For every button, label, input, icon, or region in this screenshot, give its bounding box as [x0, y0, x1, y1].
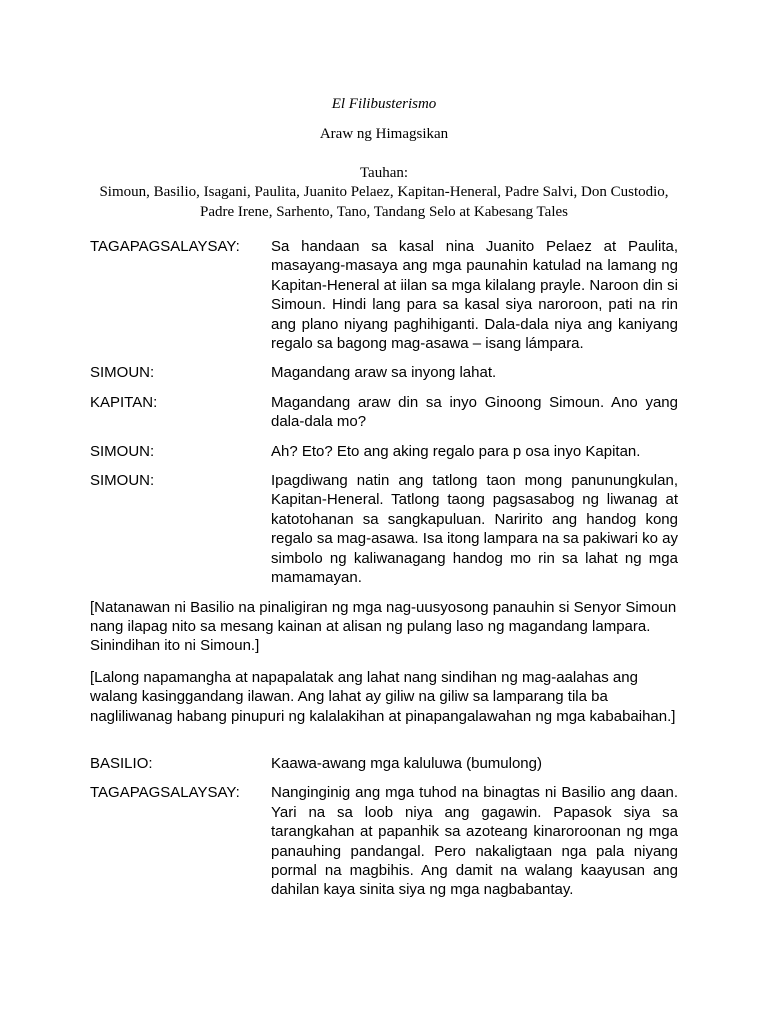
speaker-label: TAGAPAGSALAYSAY: — [90, 784, 240, 802]
dialogue-text: Ipagdiwang natin ang tatlong taon mong panunungkulan, Kapitan-Heneral. Tatlong taong pagsasabog ng liwanag at katotohanan sa sangkapuluan. Naririto ang handog kong regalo sa mag-asawa. Isa itong lampara na sa pakiwari ko ay simbolo ng kaliwanagang handog mo rin sa lahat ng mga mamamayan. — [271, 472, 678, 587]
dialogue-row — [90, 783, 678, 899]
document-subtitle: Araw ng Himagsikan — [319, 126, 449, 142]
speaker-label: SIMOUN: — [90, 472, 155, 490]
dialogue-row — [90, 393, 678, 432]
speaker-label: BASILIO: — [90, 754, 153, 772]
dialogue-text: Sa handaan sa kasal nina Juanito Pelaez at Paulita, masayang-masaya ang mga paunahin katulad na lamang ng Kapitan-Heneral at iilan sa mga kilalang prayle. Naroon din si Simoun. Hindi lang para sa kasal siya naroroon, pati na rin ang plano niyang paghihiganti. Dala-dala niya ang kaniyang regalo sa bagong mag-asawa – isang lámpara. — [271, 238, 678, 353]
characters-list: Simoun, Basilio, Isagani, Paulita, Juanito Pelaez, Kapitan-Heneral, Padre Salvi, Don Custodio, Padre Irene, Sarhento, Tano, Tandang Selo at Kabesang Tales — [99, 184, 669, 220]
dialogue-text: Kaawa-awang mga kaluluwa (bumulong) — [271, 754, 542, 772]
dialogue-text: Ah? Eto? Eto ang aking regalo para p osa inyo Kapitan. — [271, 442, 641, 460]
characters-label: Tauhan: — [359, 165, 409, 181]
dialogue-text: Magandang araw sa inyong lahat. — [271, 364, 497, 382]
dialogue-row — [90, 471, 678, 587]
dialogue-text: Nanginginig ang mga tuhod na binagtas ni Basilio ang daan. Yari na sa loob niya ang gagawin. Papasok siya sa tarangkahan at papanhik sa azoteang kinaroroonan ng mga panauhing pandangal. Pero nakaligtaan nga pala niyang pormal na magbihis. Ang damit na walang kaayusan ang dahilan kaya sinita siya ng mga nagbabantay. — [271, 784, 678, 899]
dialogue-row — [90, 754, 678, 773]
spacer — [90, 738, 678, 754]
speaker-label: SIMOUN: — [90, 364, 155, 382]
dialogue-row — [90, 237, 678, 353]
stage-direction: [Natanawan ni Basilio na pinaligiran ng mga nag-uusyosong panauhin si Senyor Simoun nang ilapag nito sa mesang kainan at alisan ng pulang laso ng magandang lampara. Sinindihan ito ni Simoun.] — [90, 598, 677, 655]
dialogue-text: Magandang araw din sa inyo Ginoong Simoun. Ano yang dala-dala mo? — [271, 393, 678, 431]
speaker-label: KAPITAN: — [90, 393, 158, 411]
dialogue-row — [90, 442, 678, 461]
stage-direction: [Lalong napamangha at napapalatak ang lahat nang sindihan ng mag-aalahas ang walang kasinggandang ilawan. Ang lahat ay giliw na giliw sa lamparang tila ba nagliliwanag habang pinupuri ng kalalakihan at pinapangalawahan ng mga kababaihan.] — [90, 668, 676, 725]
document-title: El Filibusterismo — [331, 96, 437, 112]
dialogue-row — [90, 363, 678, 382]
speaker-label: TAGAPAGSALAYSAY: — [90, 238, 240, 255]
speaker-label: SIMOUN: — [90, 442, 155, 460]
script-body — [90, 237, 678, 910]
